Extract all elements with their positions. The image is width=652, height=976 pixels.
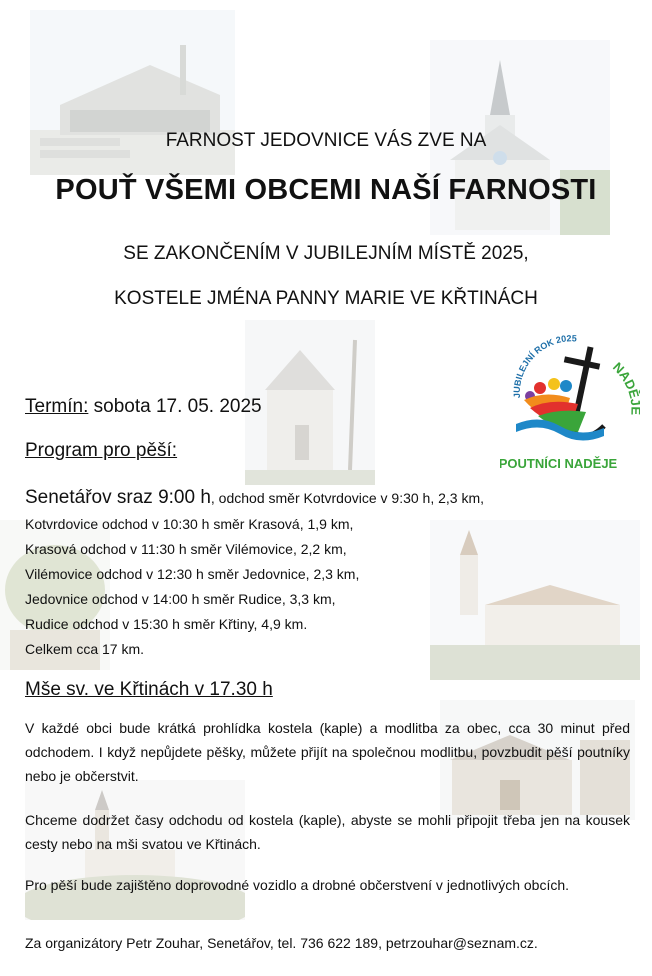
village-church-photo	[430, 520, 640, 680]
term-label: Termín:	[25, 396, 89, 417]
logo-arc-text: JUBILEJNÍ ROK 2025	[511, 333, 578, 399]
term-value: sobota 17. 05. 2025	[88, 396, 262, 417]
invite-line: FARNOST JEDOVNICE VÁS ZVE NA	[165, 130, 487, 151]
small-chapel-photo	[245, 320, 375, 485]
route-start: Senetářov sraz 9:00 h	[25, 487, 211, 508]
subtitle-line-2: KOSTELE JMÉNA PANNY MARIE VE KŘTINÁCH	[114, 288, 538, 309]
route-first-rest: , odchod směr Kotvrdovice v 9:30 h, 2,3 km,	[210, 490, 485, 506]
route-leg: Kotvrdovice odchod v 10:30 h směr Krasová, 1,9 km,	[25, 516, 354, 532]
mass-heading: Mše sv. ve Křtinách v 17.30 h	[25, 679, 273, 700]
route-leg: Krasová odchod v 11:30 h směr Vilémovice, 2,2 km,	[25, 541, 347, 557]
paragraph: Chceme dodržet časy odchodu od kostela (kaple), abyste se mohli připojit třeba jen na kousek cesty nebo na mši svatou ve Křtinách.	[25, 812, 630, 852]
route-total: Celkem cca 17 km.	[25, 641, 145, 657]
paragraph: V každé obci bude krátká prohlídka kostela (kaple) a modlitba za obec, cca 30 minut před odchodem. I když nepůjdete pěšky, můžete přijít na společnou modlitbu, povzbudit pěší poutníky nebo je občerstvit.	[25, 720, 630, 784]
logo-side-text: NAD	[609, 359, 640, 393]
route-leg: Vilémovice odchod v 12:30 h směr Jedovnice, 2,3 km,	[25, 566, 360, 582]
subtitle-line-1: SE ZAKONČENÍM V JUBILEJNÍM MÍSTĚ 2025,	[123, 243, 529, 264]
logo-bottom-text: POUTNÍCI NADĚJE	[500, 456, 618, 471]
term-line	[25, 396, 262, 418]
route-first-leg	[25, 487, 484, 509]
route-leg: Jedovnice odchod v 14:00 h směr Rudice, 3,3 km,	[25, 591, 336, 607]
program-heading: Program pro pěší:	[25, 440, 178, 461]
organizer-contact: Za organizátory Petr Zouhar, Senetářov, tel. 736 622 189, petrzouhar@seznam.cz.	[25, 935, 538, 951]
jubilee-logo	[500, 328, 640, 478]
svg-text:NADĚJE	[610, 359, 640, 415]
paragraph: Pro pěší bude zajištěno doprovodné vozidlo a drobné občerstvení v jednotlivých obcích.	[25, 877, 570, 893]
route-leg: Rudice odchod v 15:30 h směr Křtiny, 4,9 km.	[25, 616, 308, 632]
page-title: POUŤ VŠEMI OBCEMI NAŠÍ FARNOSTI	[55, 174, 597, 206]
